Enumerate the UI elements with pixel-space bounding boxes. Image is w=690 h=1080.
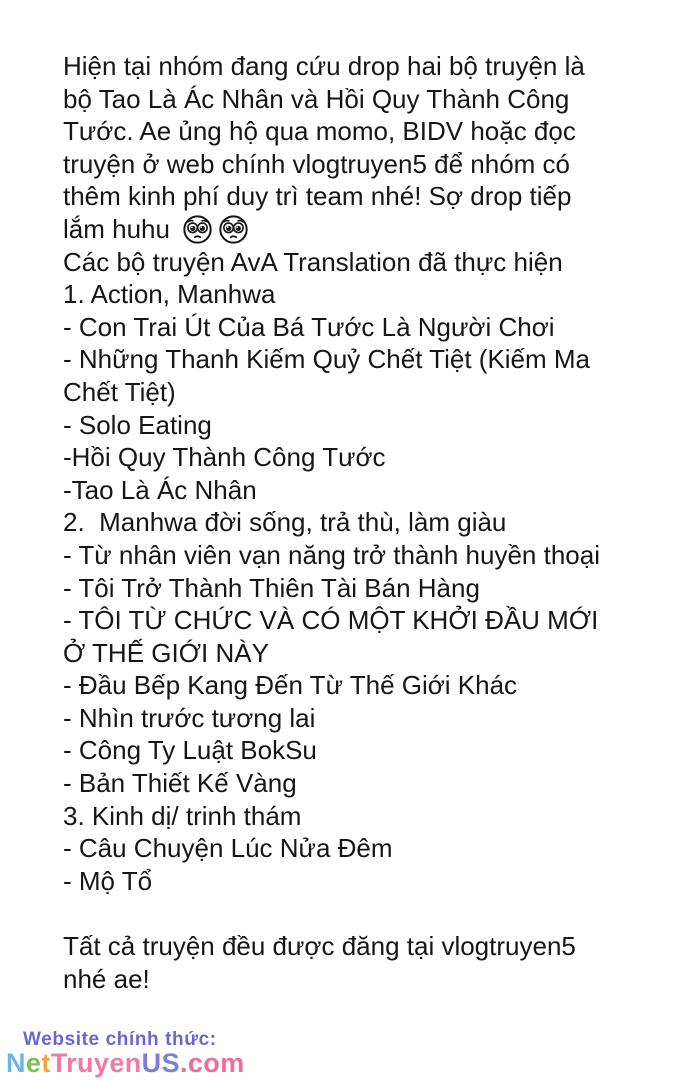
announcement-text [63,50,600,995]
text-line-content: nhé ae! [63,963,150,994]
text-line [63,115,600,148]
text-line [63,963,600,996]
text-line-content: - Công Ty Luật BokSu [63,735,317,766]
text-line-content: thêm kinh phí duy trì team nhé! Sợ drop tiếp [63,181,572,212]
text-line [63,800,600,833]
text-line [63,865,600,898]
text-line-content: Hiện tại nhóm đang cứu drop hai bộ truyện là [63,51,585,81]
text-line-content: - Từ nhân viên vạn năng trở thành huyền thoại [63,539,600,570]
site-name-segment: N [6,1048,26,1078]
text-line [63,148,600,181]
text-line [63,669,600,702]
text-line-content: 1. Action, Manhwa [63,279,276,310]
site-name-segment: e [25,1048,42,1078]
site-name-segment: US [141,1048,180,1078]
pleading-face-icon [182,214,213,245]
text-line [63,343,600,376]
text-line [63,832,600,865]
text-line-content: - TÔI TỪ CHỨC VÀ CÓ MỘT KHỞI ĐẦU MỚI [63,605,599,636]
site-name-segment: Truyen [50,1048,142,1078]
text-line-content: - Nhìn trước tương lai [63,702,316,733]
text-line [63,572,600,605]
text-line-content: 2. Manhwa đời sống, trả thù, làm giàu [63,507,507,538]
text-line-content: 3. Kinh dị/ trinh thám [63,800,302,831]
text-line [63,734,600,767]
site-name-segment: t [41,1048,51,1078]
text-line-content: Tước. Ae ủng hộ qua momo, BIDV hoặc đọc [63,116,576,147]
text-line [63,506,600,539]
text-line-content: - Câu Chuyện Lúc Nửa Đêm [63,833,393,864]
text-line-content: - Bản Thiết Kế Vàng [63,768,297,799]
text-line [63,213,600,246]
text-line-content: -Hồi Quy Thành Công Tước [63,442,386,473]
text-line-content: - Solo Eating [63,409,212,440]
text-line [63,930,600,963]
text-line [63,409,600,442]
text-line-content: - Con Trai Út Của Bá Tước Là Người Chơi [63,311,555,342]
text-line-content: - Đầu Bếp Kang Đến Từ Thế Giới Khác [63,670,518,701]
text-line [63,767,600,800]
pleading-face-icon [218,214,249,245]
text-line [63,83,600,116]
text-line-content: bộ Tao Là Ác Nhân và Hồi Quy Thành Công [63,83,570,114]
text-line [63,50,600,83]
text-line [63,376,600,409]
text-line [63,441,600,474]
watermark-site-name [6,1048,245,1079]
text-line-content: lắm huhu [63,213,178,244]
text-line [63,897,600,930]
text-line [63,474,600,507]
text-line-content: - Tôi Trở Thành Thiên Tài Bán Hàng [63,572,480,603]
text-line [63,702,600,735]
text-line [63,539,600,572]
text-line [63,604,600,637]
text-line [63,246,600,279]
text-line [63,278,600,311]
text-line-content: Chết Tiệt) [63,376,176,407]
text-line-content: Tất cả truyện đều được đăng tại vlogtruyen5 [63,931,576,962]
text-line-content: truyện ở web chính vlogtruyen5 để nhóm có [63,148,571,179]
text-line [63,637,600,670]
site-name-segment: .com [179,1048,245,1078]
text-line-content: Ở THẾ GIỚI NÀY [63,637,269,668]
text-line-content: - Những Thanh Kiếm Quỷ Chết Tiệt (Kiếm Ma [63,344,591,375]
text-line [63,311,600,344]
text-line-content: Các bộ truyện AvA Translation đã thực hiện [63,246,563,277]
text-line [63,180,600,213]
watermark-official-site-label: Website chính thức: [23,1029,217,1050]
text-line-content: -Tao Là Ác Nhân [63,474,257,505]
text-line-content: - Mộ Tổ [63,865,153,896]
